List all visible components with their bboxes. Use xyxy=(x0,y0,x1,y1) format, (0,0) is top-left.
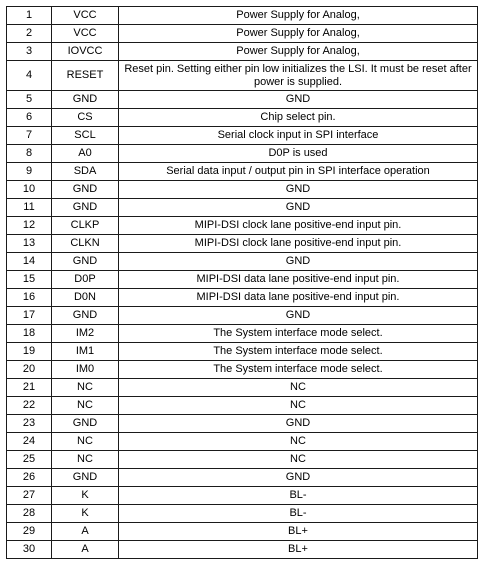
table-row xyxy=(7,163,478,181)
pin-number-cell: 16 xyxy=(7,289,52,307)
pin-function-cell: D0P is used xyxy=(119,145,478,163)
pin-function-cell: NC xyxy=(119,451,478,469)
pin-function-cell: Chip select pin. xyxy=(119,109,478,127)
table-row xyxy=(7,217,478,235)
pin-function-cell: GND xyxy=(119,91,478,109)
table-row xyxy=(7,91,478,109)
pin-function-cell: GND xyxy=(119,307,478,325)
pin-number-cell: 24 xyxy=(7,433,52,451)
pin-number-cell: 23 xyxy=(7,415,52,433)
pin-symbol-cell: GND xyxy=(52,307,119,325)
pin-number-cell: 14 xyxy=(7,253,52,271)
pin-function-cell: MIPI-DSI data lane positive-end input pin. xyxy=(119,271,478,289)
pin-symbol-cell: GND xyxy=(52,91,119,109)
pin-number-cell: 21 xyxy=(7,379,52,397)
table-row xyxy=(7,61,478,91)
table-row xyxy=(7,109,478,127)
pin-symbol-cell: CLKP xyxy=(52,217,119,235)
pin-function-cell: BL- xyxy=(119,487,478,505)
pin-symbol-cell: VCC xyxy=(52,7,119,25)
pin-number-cell: 8 xyxy=(7,145,52,163)
table-row xyxy=(7,307,478,325)
pin-number-cell: 20 xyxy=(7,361,52,379)
pin-function-cell: GND xyxy=(119,253,478,271)
pin-symbol-cell: IOVCC xyxy=(52,43,119,61)
table-row xyxy=(7,271,478,289)
pin-symbol-cell: CS xyxy=(52,109,119,127)
pin-symbol-cell: K xyxy=(52,505,119,523)
pin-number-cell: 13 xyxy=(7,235,52,253)
table-row xyxy=(7,235,478,253)
pin-symbol-cell: D0N xyxy=(52,289,119,307)
pin-number-cell: 26 xyxy=(7,469,52,487)
pin-number-cell: 2 xyxy=(7,25,52,43)
pin-symbol-cell: A xyxy=(52,541,119,559)
table-row xyxy=(7,289,478,307)
table-row xyxy=(7,361,478,379)
pin-function-cell: BL+ xyxy=(119,541,478,559)
pin-function-cell: MIPI-DSI clock lane positive-end input pin. xyxy=(119,217,478,235)
table-row xyxy=(7,541,478,559)
pin-symbol-cell: SDA xyxy=(52,163,119,181)
pin-symbol-cell: NC xyxy=(52,433,119,451)
table-row xyxy=(7,145,478,163)
table-row xyxy=(7,451,478,469)
pin-symbol-cell: RESET xyxy=(52,61,119,91)
pin-function-cell: NC xyxy=(119,397,478,415)
pin-function-cell: MIPI-DSI data lane positive-end input pin. xyxy=(119,289,478,307)
pin-symbol-cell: GND xyxy=(52,253,119,271)
table-row xyxy=(7,127,478,145)
table-row xyxy=(7,415,478,433)
pin-symbol-cell: D0P xyxy=(52,271,119,289)
pin-function-cell: The System interface mode select. xyxy=(119,361,478,379)
table-row xyxy=(7,523,478,541)
pin-number-cell: 28 xyxy=(7,505,52,523)
pin-function-cell: Power Supply for Analog, xyxy=(119,43,478,61)
pin-number-cell: 22 xyxy=(7,397,52,415)
pin-number-cell: 3 xyxy=(7,43,52,61)
pin-function-cell: BL+ xyxy=(119,523,478,541)
table-row xyxy=(7,487,478,505)
pin-function-cell: GND xyxy=(119,181,478,199)
pin-number-cell: 6 xyxy=(7,109,52,127)
table-row xyxy=(7,25,478,43)
pin-symbol-cell: IM2 xyxy=(52,325,119,343)
pin-number-cell: 7 xyxy=(7,127,52,145)
pin-symbol-cell: NC xyxy=(52,451,119,469)
pin-function-cell: GND xyxy=(119,469,478,487)
pin-function-cell: Power Supply for Analog, xyxy=(119,25,478,43)
pin-number-cell: 10 xyxy=(7,181,52,199)
table-row xyxy=(7,199,478,217)
pin-symbol-cell: NC xyxy=(52,379,119,397)
table-row xyxy=(7,253,478,271)
table-row xyxy=(7,343,478,361)
pin-function-cell: The System interface mode select. xyxy=(119,343,478,361)
pin-number-cell: 5 xyxy=(7,91,52,109)
pin-number-cell: 18 xyxy=(7,325,52,343)
pin-number-cell: 30 xyxy=(7,541,52,559)
pin-assignment-table xyxy=(6,6,478,559)
pin-function-cell: Power Supply for Analog, xyxy=(119,7,478,25)
pin-symbol-cell: IM1 xyxy=(52,343,119,361)
pin-number-cell: 19 xyxy=(7,343,52,361)
pin-function-cell: NC xyxy=(119,379,478,397)
pin-symbol-cell: SCL xyxy=(52,127,119,145)
table-row xyxy=(7,433,478,451)
table-row xyxy=(7,397,478,415)
table-row xyxy=(7,7,478,25)
pin-number-cell: 29 xyxy=(7,523,52,541)
pin-number-cell: 1 xyxy=(7,7,52,25)
pin-number-cell: 11 xyxy=(7,199,52,217)
pin-symbol-cell: A0 xyxy=(52,145,119,163)
pin-symbol-cell: K xyxy=(52,487,119,505)
pin-symbol-cell: NC xyxy=(52,397,119,415)
pin-function-cell: BL- xyxy=(119,505,478,523)
pin-number-cell: 27 xyxy=(7,487,52,505)
pin-function-cell: The System interface mode select. xyxy=(119,325,478,343)
pin-symbol-cell: GND xyxy=(52,199,119,217)
pin-number-cell: 12 xyxy=(7,217,52,235)
pin-symbol-cell: VCC xyxy=(52,25,119,43)
pin-symbol-cell: GND xyxy=(52,415,119,433)
pin-function-cell: Serial data input / output pin in SPI interface operation xyxy=(119,163,478,181)
table-row xyxy=(7,181,478,199)
pin-function-cell: Reset pin. Setting either pin low initializes the LSI. It must be reset after power is supplied. xyxy=(119,61,478,91)
pin-number-cell: 17 xyxy=(7,307,52,325)
table-row xyxy=(7,505,478,523)
pin-symbol-cell: GND xyxy=(52,181,119,199)
pin-symbol-cell: A xyxy=(52,523,119,541)
pin-function-cell: NC xyxy=(119,433,478,451)
table-row xyxy=(7,469,478,487)
pin-function-cell: GND xyxy=(119,415,478,433)
pin-symbol-cell: GND xyxy=(52,469,119,487)
table-row xyxy=(7,43,478,61)
pin-function-cell: MIPI-DSI clock lane positive-end input pin. xyxy=(119,235,478,253)
pin-assignment-sheet xyxy=(6,6,478,559)
pin-table-body xyxy=(7,7,478,559)
pin-symbol-cell: IM0 xyxy=(52,361,119,379)
pin-number-cell: 25 xyxy=(7,451,52,469)
table-row xyxy=(7,379,478,397)
table-row xyxy=(7,325,478,343)
pin-number-cell: 15 xyxy=(7,271,52,289)
pin-function-cell: Serial clock input in SPI interface xyxy=(119,127,478,145)
pin-symbol-cell: CLKN xyxy=(52,235,119,253)
pin-function-cell: GND xyxy=(119,199,478,217)
pin-number-cell: 9 xyxy=(7,163,52,181)
pin-number-cell: 4 xyxy=(7,61,52,91)
